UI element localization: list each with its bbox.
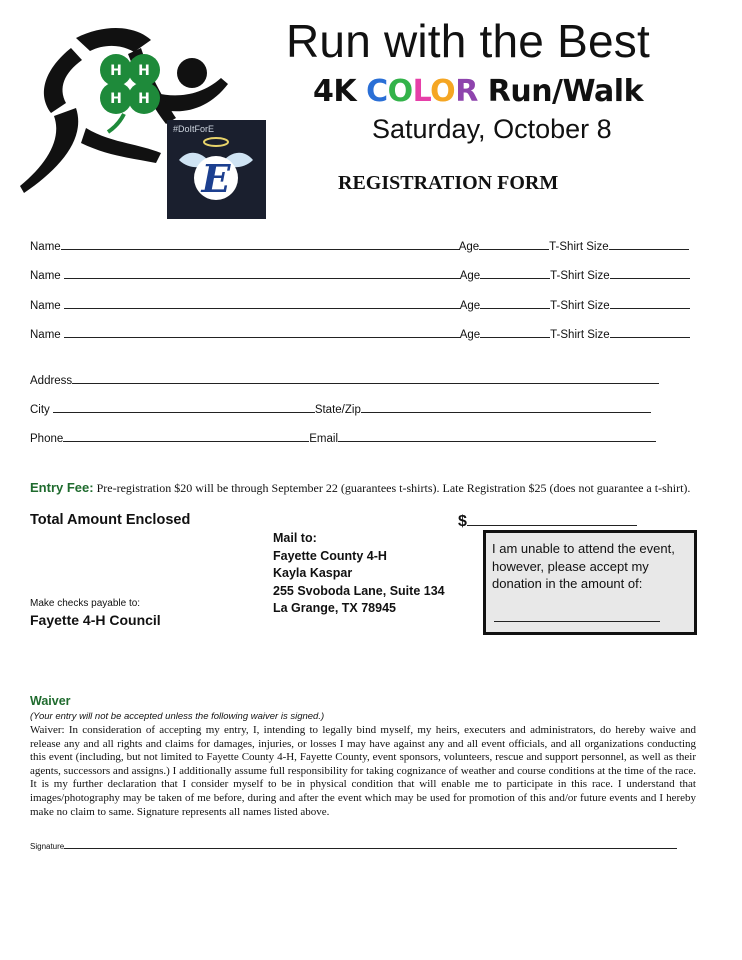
mail-to-address [273,530,445,618]
angel-wings-icon [167,120,266,219]
address-row [30,373,659,387]
svg-text:H: H [110,63,122,79]
name-field[interactable] [64,298,460,309]
waiver-text: Waiver: In consideration of accepting my entry, I, intending to legally bind myself, my heirs, executers and administrators, do hereby waive and release any and all rights and claims for damages, injuries, or losses I may have against any and all event officials, and all organizations conducting this event (including, but not limited to Fayette County 4-H, Fayette County, event sponsors, volunteers, rescue and support personnel, as well as their agents, successors and assigns.) I additionally assume full responsibility for taking cognizance of weather and course conditions at the time of the race. It is my further declaration that I consider myself to be in physical condition that will enable me to participate in this race. I understand that images/photography may be taken of me before, during and after the event which may be used for promotion of this and/or future events and I hereby make no claim to same. Signature represents all names listed above. [30,724,696,818]
form-title: REGISTRATION FORM [338,172,559,194]
entry-fee-text: Pre-registration $20 will be through September 22 (guarantees t-shirts). Late Registration $25 (does not guarantee a t-shirt). [93,481,691,495]
subtitle-part: O [387,74,413,109]
svg-text:E: E [201,156,231,201]
age-field[interactable] [480,298,550,309]
tshirt-label: T-Shirt Size [550,329,610,341]
participant-row [30,239,689,253]
subtitle-part: O [430,74,456,109]
subtitle-part: C [366,74,388,109]
checks-payable-label: Make checks payable to: [30,598,141,609]
donation-text: I am unable to attend the event, however, please accept my donation in the amount of: [492,541,675,591]
tshirt-label: T-Shirt Size [549,241,609,253]
tshirt-field[interactable] [609,239,689,250]
name-label: Name [30,241,61,253]
donation-amount-field[interactable] [494,621,660,622]
subtitle-part: R [455,74,478,109]
phone-email-row [30,431,656,445]
name-field[interactable] [61,239,459,250]
mail-line: La Grange, TX 78945 [273,601,396,615]
phone-label: Phone [30,433,64,445]
age-label: Age [459,270,481,282]
age-label: Age [459,329,481,341]
badge-tag: #DoItForE [173,124,215,134]
city-state-row [30,402,651,416]
participant-row [30,268,690,282]
participant-row [30,298,690,312]
event-date: Saturday, October 8 [372,114,612,144]
dollar-sign: $ [458,513,467,530]
mail-line: Kayla Kaspar [273,566,353,580]
svg-text:H: H [138,63,150,79]
doitfore-badge [167,120,266,219]
age-label: Age [458,241,480,253]
total-amount-row [458,511,637,531]
signature-field[interactable] [64,842,677,849]
clover-icon [100,54,160,132]
participant-row [30,327,690,341]
address-label: Address [30,375,73,387]
city-field[interactable] [53,402,315,413]
waiver-heading: Waiver [30,694,71,708]
city-label: City [30,404,50,416]
email-field[interactable] [338,431,656,442]
age-field[interactable] [479,239,549,250]
address-field[interactable] [72,373,659,384]
state-zip-label: State/Zip [314,404,361,416]
subtitle-part: Run/Walk [477,74,644,109]
age-field[interactable] [480,327,550,338]
name-field[interactable] [64,327,460,338]
mail-line: Mail to: [273,531,317,545]
tshirt-field[interactable] [610,298,690,309]
name-label: Name [30,329,61,341]
name-field[interactable] [64,268,460,279]
entry-fee-label: Entry Fee: [30,480,94,495]
tshirt-field[interactable] [610,268,690,279]
svg-text:H: H [110,91,122,107]
name-label: Name [30,270,61,282]
total-amount-label: Total Amount Enclosed [30,512,191,528]
age-field[interactable] [480,268,550,279]
subtitle-part: L [412,74,431,109]
subtitle-part: 4K [313,74,367,109]
state-zip-field[interactable] [361,402,651,413]
event-subtitle [313,74,643,109]
event-title: Run with the Best [286,15,650,67]
entry-fee [30,480,690,496]
signature-label: Signature [30,842,65,851]
tshirt-field[interactable] [610,327,690,338]
email-label: Email [309,433,339,445]
tshirt-label: T-Shirt Size [550,270,610,282]
signature-row [30,842,677,851]
svg-text:H: H [138,91,150,107]
mail-line: 255 Svoboda Lane, Suite 134 [273,583,445,598]
waiver-note: (Your entry will not be accepted unless the following waiver is signed.) [30,711,325,722]
tshirt-label: T-Shirt Size [550,300,610,312]
mail-line: Fayette County 4-H [273,548,387,563]
total-amount-field[interactable] [467,511,637,526]
age-label: Age [459,300,481,312]
phone-field[interactable] [63,431,309,442]
council-name: Fayette 4-H Council [30,612,161,628]
name-label: Name [30,300,61,312]
donation-box [483,530,697,635]
